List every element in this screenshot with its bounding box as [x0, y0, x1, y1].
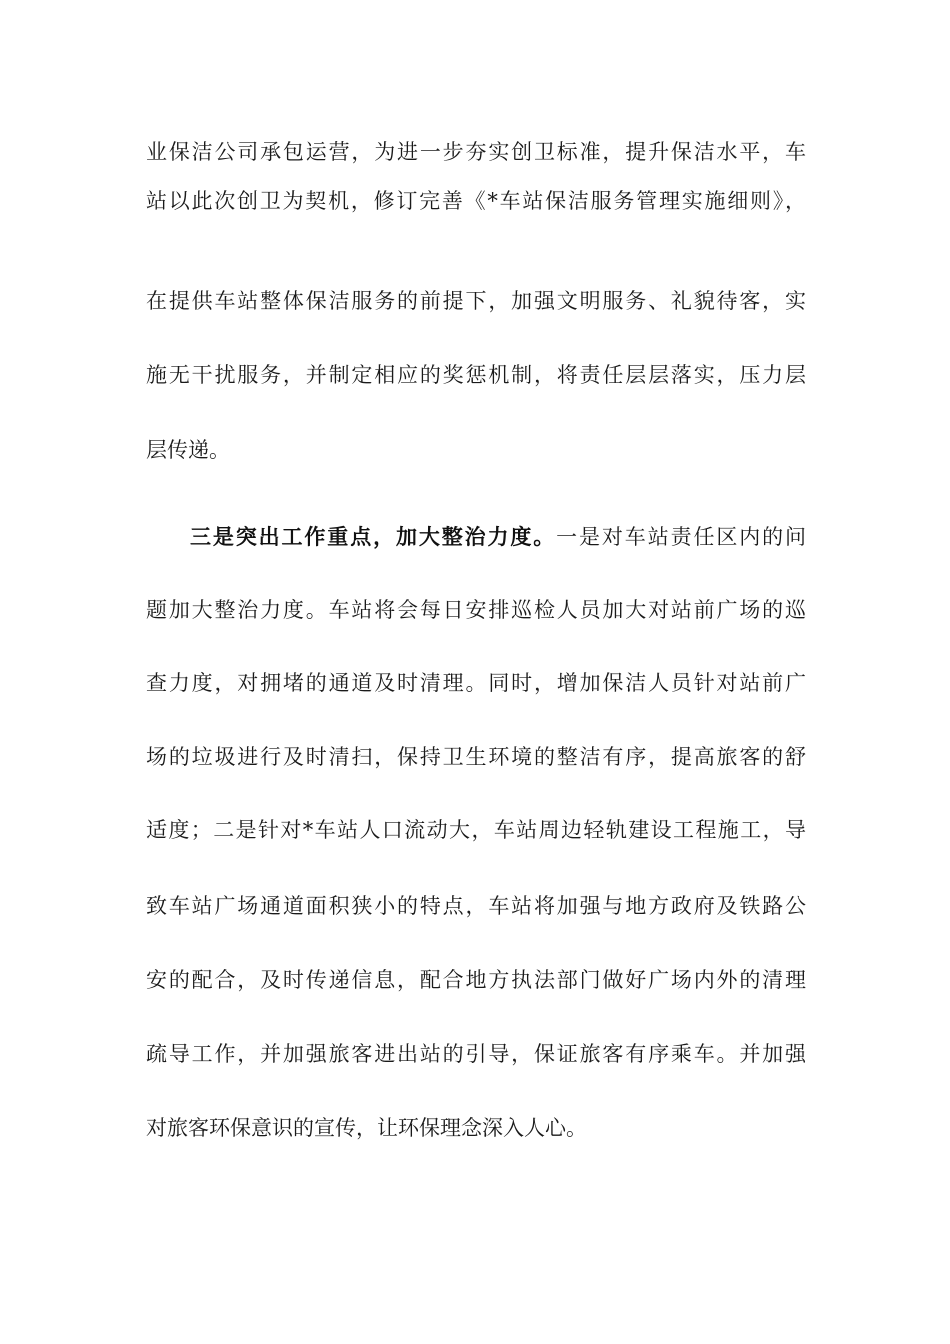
paragraph-2-line-6: 致车站广场通道面积狭小的特点，车站将加强与地方政府及铁路公 — [146, 894, 806, 918]
paragraph-2-line-4: 场的垃圾进行及时清扫，保持卫生环境的整洁有序，提高旅客的舒 — [146, 745, 806, 769]
paragraph-2-line-2: 题加大整治力度。车站将会每日安排巡检人员加大对站前广场的巡 — [146, 598, 806, 622]
paragraph-1-line-4: 施无干扰服务，并制定相应的奖惩机制，将责任层层落实，压力层 — [146, 363, 806, 387]
paragraph-2-line-3: 查力度，对拥堵的通道及时清理。同时，增加保洁人员针对站前广 — [146, 671, 806, 695]
paragraph-1-line-3: 在提供车站整体保洁服务的前提下，加强文明服务、礼貌待客，实 — [146, 289, 806, 313]
paragraph-2-line-1-rest: 一是对车站责任区内的问 — [556, 525, 807, 549]
paragraph-2-line-1 — [190, 517, 806, 557]
paragraph-2-line-7: 安的配合，及时传递信息，配合地方执法部门做好广场内外的清理 — [146, 968, 806, 992]
paragraph-1-line-5: 层传递。 — [146, 438, 230, 462]
paragraph-2-heading: 三是突出工作重点，加大整治力度。 — [190, 524, 557, 549]
paragraph-2-line-5: 适度；二是针对*车站人口流动大，车站周边轻轨建设工程施工，导 — [146, 818, 806, 842]
paragraph-1-line-2: 站以此次创卫为契机，修订完善《*车站保洁服务管理实施细则》， — [146, 189, 806, 213]
paragraph-2-line-8: 疏导工作，并加强旅客进出站的引导，保证旅客有序乘车。并加强 — [146, 1042, 806, 1066]
paragraph-2-line-9: 对旅客环保意识的宣传，让环保理念深入人心。 — [146, 1116, 587, 1140]
paragraph-1-line-1: 业保洁公司承包运营，为进一步夯实创卫标准，提升保洁水平，车 — [146, 140, 806, 164]
